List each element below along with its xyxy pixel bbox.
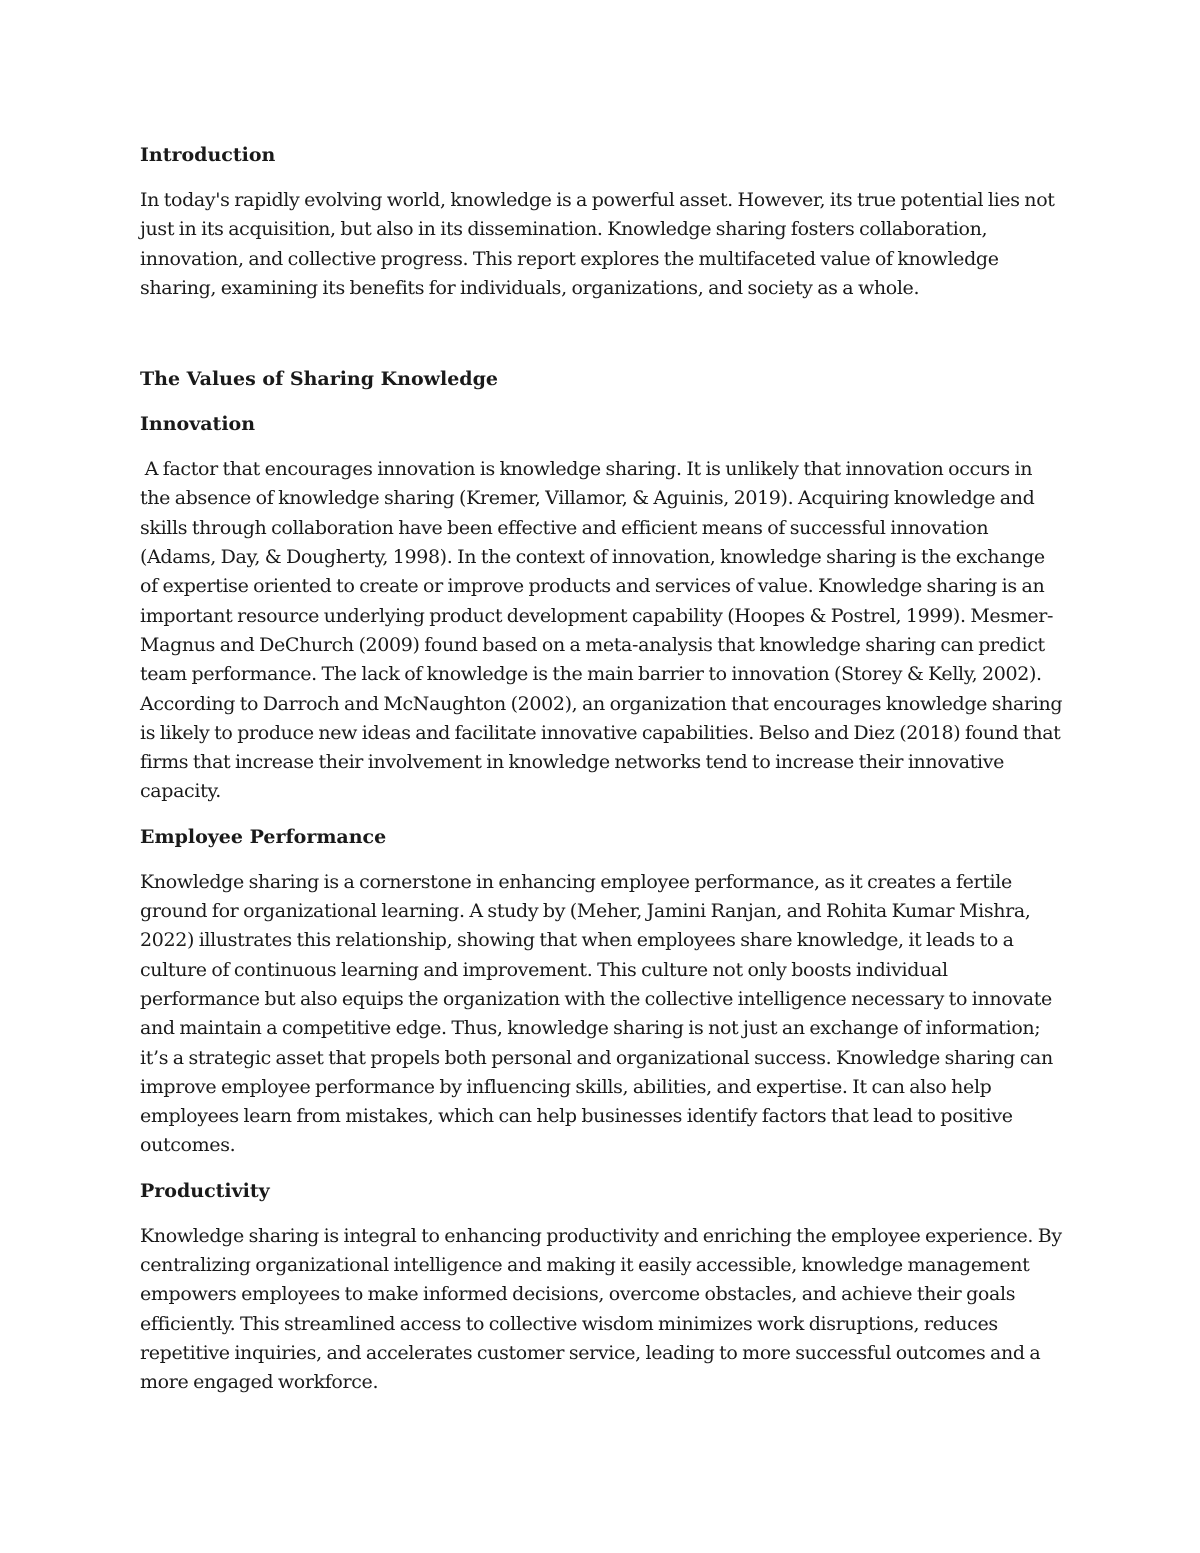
innovation-paragraph: A factor that encourages innovation is knowledge sharing. It is unlikely that innovation occurs in the absence of knowledge sharing (Kremer, Villamor, & Aguinis, 2019). Acquiring knowledge and skills through collaboration have been effective and efficient means of successful innovation (Adams, Day, & Dougherty, 1998). In the context of innovation, knowledge sharing is the exchange of expertise oriented to create or improve products and services of value. Knowledge sharing is an important resource underlying product development capability (Hoopes & Postrel, 1999). Mesmer-Magnus and DeChurch (2009) found based on a meta-analysis that knowledge sharing can predict team performance. The lack of knowledge is the main barrier to innovation (Storey & Kelly, 2002). According to Darroch and McNaughton (2002), an organization that encourages knowledge sharing is likely to produce new ideas and facilitate innovative capabilities. Belso and Diez (2018) found that firms that increase their involvement in knowledge networks tend to increase their innovative capacity. — [140, 458, 1067, 803]
employee-performance-heading: Employee Performance — [140, 825, 387, 848]
values-heading: The Values of Sharing Knowledge — [140, 368, 498, 391]
document-page — [140, 141, 1065, 1398]
employee-performance-paragraph: Knowledge sharing is a cornerstone in enhancing employee performance, as it creates a fertile ground for organizational learning. A study by (Meher, Jamini Ranjan, and Rohita Kumar Mishra, 2022) illustrates this relationship, showing that when employees share knowledge, it leads to a culture of continuous learning and improvement. This culture not only boosts individual performance but also equips the organization with the collective intelligence necessary to innovate and maintain a competitive edge. Thus, knowledge sharing is not just an exchange of information; it’s a strategic asset that propels both personal and organizational success. Knowledge sharing can improve employee performance by influencing skills, abilities, and expertise. It can also help employees learn from mistakes, which can help businesses identify factors that lead to positive outcomes. — [140, 870, 1053, 1157]
innovation-heading: Innovation — [140, 413, 256, 436]
introduction-heading: Introduction — [140, 144, 276, 166]
productivity-heading: Productivity — [140, 1179, 270, 1202]
introduction-paragraph: In today's rapidly evolving world, knowledge is a powerful asset. However, its true potential lies not just in its acquisition, but also in its dissemination. Knowledge sharing fosters collaboration, innovation, and collective progress. This report explores the multifaceted value of knowledge sharing, examining its benefits for individuals, organizations, and society as a whole. — [140, 189, 1055, 299]
productivity-paragraph: Knowledge sharing is integral to enhancing productivity and enriching the employee experience. By centralizing organizational intelligence and making it easily accessible, knowledge management empowers employees to make informed decisions, overcome obstacles, and achieve their goals efficiently. This streamlined access to collective wisdom minimizes work disruptions, reduces repetitive inquiries, and accelerates customer service, leading to more successful outcomes and a more engaged workforce. — [140, 1224, 1062, 1394]
